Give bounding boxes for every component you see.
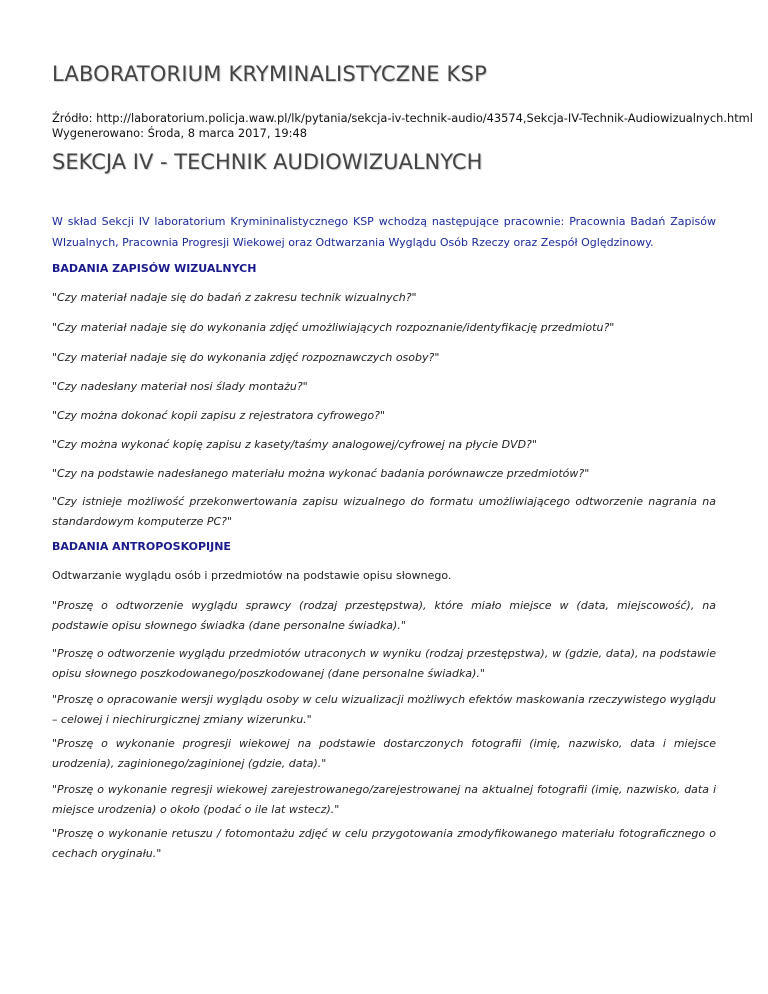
visual-question-4: "Czy nadesłany materiał nosi ślady montażu?" <box>52 380 308 393</box>
anthro-request-4: "Proszę o wykonanie progresji wiekowej na podstawie dostarczonych fotografii (imię, nazwisko, data i miejsce urodzenia), zaginionego/zaginionej (gdzie, data)." <box>52 737 716 770</box>
document-meta <box>52 111 753 141</box>
anthro-lead: Odtwarzanie wyglądu osób i przedmiotów na podstawie opisu słownego. <box>52 569 452 582</box>
visual-question-6: "Czy można wykonać kopię zapisu z kasety/taśmy analogowej/cyfrowej na płycie DVD?" <box>52 438 537 451</box>
section-intro: W skład Sekcji IV laboratorium Krymininalistycznego KSP wchodzą następujące pracownie: Pracownia Badań Zapisów WIzualnych, Pracownia Progresji Wiekowej oraz Odtwarzania Wyglądu Osób Rzeczy oraz Zespół Oględzinowy. <box>52 215 716 249</box>
source-line: Źródło: http://laboratorium.policja.waw.pl/lk/pytania/sekcja-iv-technik-audio/43574,Sekcja-IV-Technik-Audiowizualnych.html <box>52 111 753 125</box>
anthro-heading: BADANIA ANTROPOSKOPIJNE <box>52 540 231 553</box>
visual-question-7: "Czy na podstawie nadesłanego materiału można wykonać badania porównawcze przedmiotów?" <box>52 467 590 480</box>
visual-question-1: "Czy materiał nadaje się do badań z zakresu technik wizualnych?" <box>52 291 417 304</box>
visual-question-3: "Czy materiał nadaje się do wykonania zdjęć rozpoznawczych osoby?" <box>52 351 440 364</box>
anthro-request-1: "Proszę o odtworzenie wyglądu sprawcy (rodzaj przestępstwa), które miało miejsce w (data, miejscowość), na podstawie opisu słownego świadka (dane personalne świadka)." <box>52 599 716 632</box>
visual-question-5: "Czy można dokonać kopii zapisu z rejestratora cyfrowego?" <box>52 409 386 422</box>
generated-line: Wygenerowano: Środa, 8 marca 2017, 19:48 <box>52 126 307 140</box>
anthro-request-3: "Proszę o opracowanie wersji wyglądu osoby w celu wizualizacji możliwych efektów maskowania rzeczywistego wyglądu – celowej i niechirurgicznej zmiany wizerunku." <box>52 693 716 726</box>
visual-question-2: "Czy materiał nadaje się do wykonania zdjęć umożliwiających rozpoznanie/identyfikację przedmiotu?" <box>52 321 615 334</box>
anthro-request-6: "Proszę o wykonanie retuszu / fotomontażu zdjęć w celu przygotowania zmodyfikowanego materiału fotograficznego o cechach oryginału." <box>52 827 716 860</box>
visual-question-8: "Czy istnieje możliwość przekonwertowania zapisu wizualnego do formatu umożliwiającego odtworzenie nagrania na standardowym komputerze PC?" <box>52 495 716 528</box>
anthro-request-5: "Proszę o wykonanie regresji wiekowej zarejestrowanego/zarejestrowanej na aktualnej fotografii (imię, nazwisko, data i miejsce urodzenia) o około (podać o ile lat wstecz)." <box>52 783 716 816</box>
site-title: LABORATORIUM KRYMINALISTYCZNE KSP <box>52 62 487 86</box>
visual-heading: BADANIA ZAPISÓW WIZUALNYCH <box>52 262 257 275</box>
section-title: SEKCJA IV - TECHNIK AUDIOWIZUALNYCH <box>52 150 483 174</box>
anthro-request-2: "Proszę o odtworzenie wyglądu przedmiotów utraconych w wyniku (rodzaj przestępstwa), w (gdzie, data), na podstawie opisu słownego poszkodowanego/poszkodowanej (dane personalne świadka)." <box>52 647 716 680</box>
